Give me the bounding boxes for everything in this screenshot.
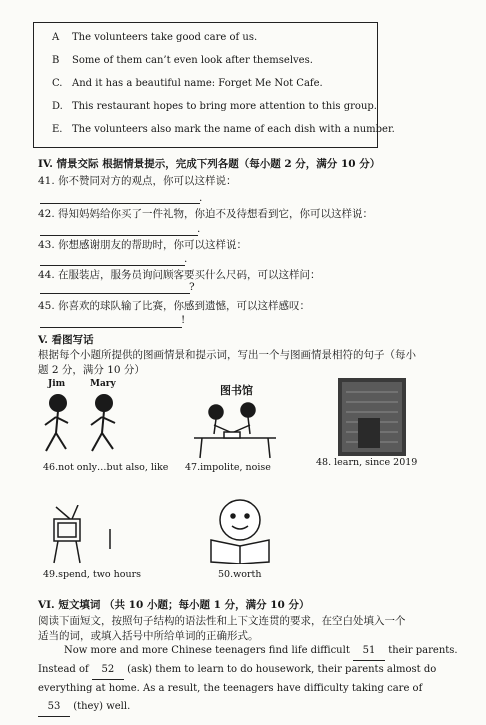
- blank-52[interactable]: 52: [92, 661, 124, 680]
- option-e: E. The volunteers also mark the name of each dish with a number.: [52, 124, 395, 135]
- options-box: [33, 22, 395, 148]
- caption-50: 50.worth: [218, 569, 262, 580]
- q42-answer-line[interactable]: [40, 235, 198, 236]
- photo-texture: [338, 378, 406, 456]
- library-drawing: [190, 398, 280, 460]
- library-sign: 图书馆: [220, 384, 253, 397]
- option-c: C. And it has a beautiful name: Forget Me Not Cafe.: [52, 78, 323, 89]
- caption-48: 48. learn, since 2019: [316, 457, 418, 468]
- picture-46: [40, 379, 140, 459]
- q44-question-mark: ?: [189, 281, 195, 293]
- section4-heading: IV. 情景交际 根据情景提示，完成下列各题（每小题 2 分，满分 10 分）: [38, 158, 381, 170]
- caption-47: 47.impolite, noise: [185, 462, 271, 473]
- picture-48: [338, 378, 406, 456]
- mary-label: Mary: [90, 379, 116, 389]
- q42-period: .: [197, 223, 201, 235]
- section5-instruction-1: 根据每个小题所提供的图画情景和提示词，写出一个与图画情景相符的句子（每小: [38, 349, 416, 361]
- picture-47: [190, 382, 280, 460]
- q43-prompt: 43. 你想感谢朋友的帮助时，你可以这样说：: [38, 239, 248, 251]
- q43-answer-line[interactable]: [40, 265, 185, 266]
- option-d: D. This restaurant hopes to bring more attention to this group.: [52, 101, 377, 112]
- reading-boy-drawing: [205, 498, 275, 564]
- option-b: B Some of them can’t even look after themselves.: [52, 55, 313, 66]
- section6-instruction-2: 适当的词，或填入括号中所给单词的正确形式。: [38, 630, 259, 642]
- passage-line-3: everything at home. As a result, the teenagers have difficulty taking care of: [38, 683, 423, 694]
- passage: [38, 642, 478, 717]
- tv-drawing: [48, 505, 118, 565]
- caption-49: 49.spend, two hours: [43, 569, 141, 580]
- passage-line-2: Instead of 52 (ask) them to learn to do housework, their parents almost do: [38, 661, 478, 680]
- running-kids-drawing: [40, 391, 140, 459]
- section6-instruction-1: 阅读下面短文，按照句子结构的语法性和上下文连贯的要求，在空白处填入一个: [38, 615, 406, 627]
- blank-53[interactable]: 53: [38, 698, 70, 717]
- section5-heading: V. 看图写话: [38, 334, 94, 346]
- q45-exclamation: !: [181, 314, 186, 326]
- jim-label: Jim: [48, 379, 66, 389]
- caption-46: 46.not only…but also, like: [43, 462, 169, 473]
- section6-heading: VI. 短文填词 （共 10 小题；每小题 1 分，满分 10 分）: [38, 599, 310, 611]
- passage-line-1: Now more and more Chinese teenagers find life difficult 51 their parents.: [38, 642, 478, 661]
- picture-50: [205, 498, 275, 564]
- q44-answer-line[interactable]: [40, 293, 190, 294]
- q41-period: .: [199, 192, 203, 204]
- blank-51[interactable]: 51: [353, 642, 385, 661]
- q41-prompt: 41. 你不赞同对方的观点，你可以这样说：: [38, 175, 237, 187]
- q42-prompt: 42. 得知妈妈给你买了一件礼物，你迫不及待想看到它，你可以这样说：: [38, 208, 374, 220]
- q43-period: .: [184, 253, 188, 265]
- q45-prompt: 45. 你喜欢的球队输了比赛，你感到遗憾，可以这样感叹：: [38, 300, 311, 312]
- passage-line-4: 53 (they) well.: [38, 698, 478, 717]
- q41-answer-line[interactable]: [40, 203, 200, 204]
- option-a: A The volunteers take good care of us.: [52, 32, 258, 43]
- q45-answer-line[interactable]: [40, 327, 182, 328]
- picture-49: [48, 505, 118, 565]
- section5-instruction-2: 题 2 分，满分 10 分）: [38, 364, 145, 376]
- q44-prompt: 44. 在服装店，服务员询问顾客要买什么尺码，可以这样问：: [38, 269, 321, 281]
